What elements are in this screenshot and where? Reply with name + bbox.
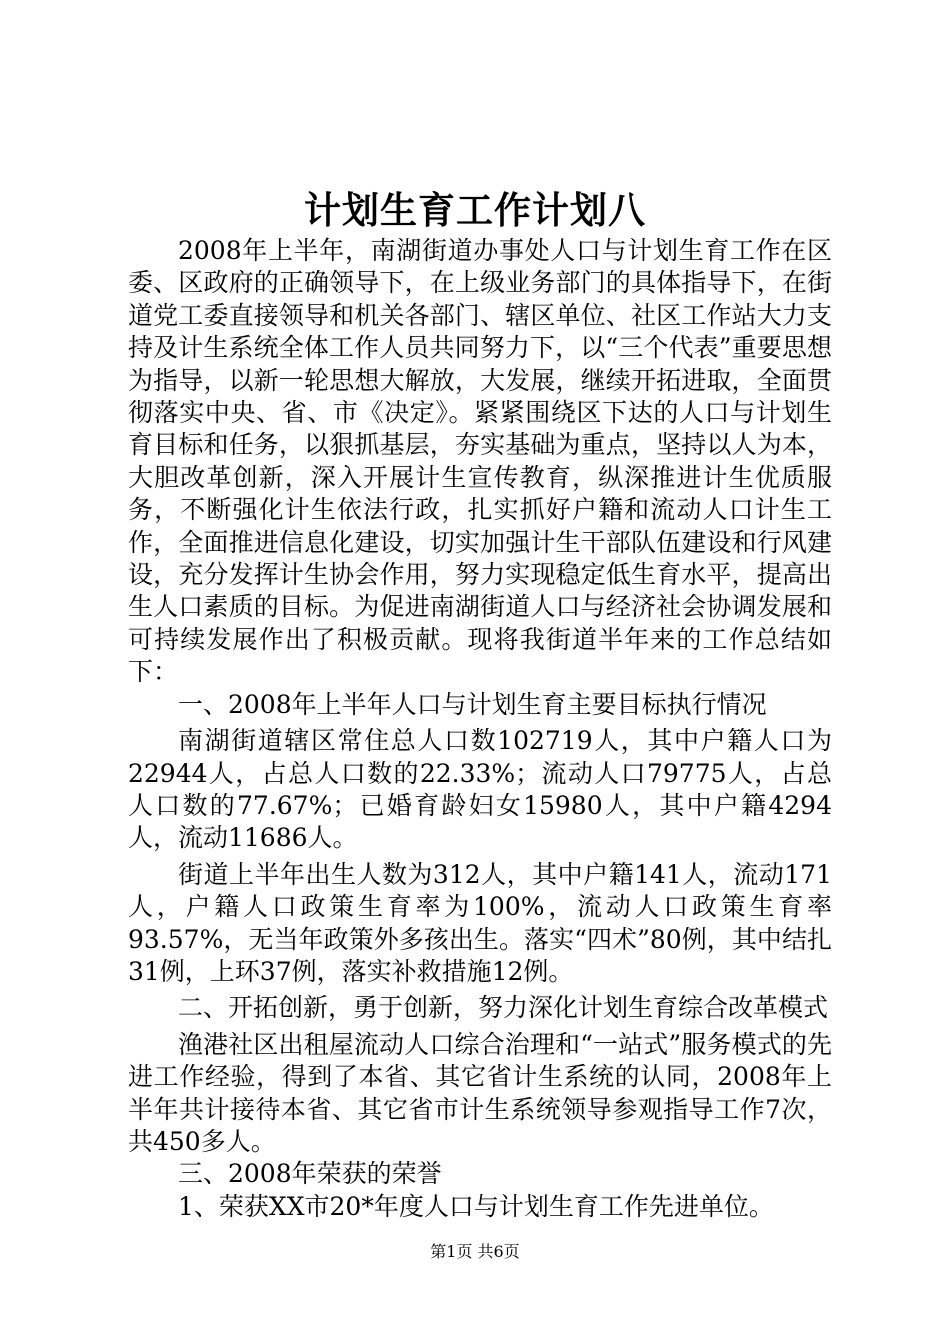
births-paragraph: 街道上半年出生人数为312人，其中户籍141人，流动171人，户籍人口政策生育率为100%，流动人口政策生育率93.57%，无当年政策外多孩出生。落实“四术”80例，其中结扎31例，上环37例，落实补救措施12例。 [128,859,832,986]
honor-item-1: 1、荣获XX市20*年度人口与计划生育工作先进单位。 [178,1191,774,1221]
population-paragraph: 南湖街道辖区常住总人口数102719人，其中户籍人口为22944人，占总人口数的22.33%；流动人口79775人，占总人口数的77.67%；已婚育龄妇女15980人，其中户籍4294人，流动11686人。 [128,726,832,853]
document-body [128,235,832,1223]
section-heading-3: 三、2008年荣获的荣誉 [178,1159,442,1189]
page-number: 第1页 共6页 [430,1242,520,1261]
innovation-paragraph: 渔港社区出租屋流动人口综合治理和“一站式”服务模式的先进工作经验，得到了本省、其它省计生系统的认同，2008年上半年共计接待本省、其它省市计生系统领导参观指导工作7次，共450多人。 [128,1029,832,1156]
intro-paragraph: 2008年上半年，南湖街道办事处人口与计划生育工作在区委、区政府的正确领导下，在上级业务部门的具体指导下，在街道党工委直接领导和机关各部门、辖区单位、社区工作站大力支持及计生系统全体工作人员共同努力下，以“三个代表”重要思想为指导，以新一轮思想大解放，大发展，继续开拓进取，全面贯彻落实中央、省、市《决定》。紧紧围绕区下达的人口与计划生育目标和任务，以狠抓基层，夯实基础为重点，坚持以人为本，大胆改革创新，深入开展计生宣传教育，纵深推进计生优质服务，不断强化计生依法行政，扎实抓好户籍和流动人口计生工作，全面推进信息化建设，切实加强计生干部队伍建设和行风建设，充分发挥计生协会作用，努力实现稳定低生育水平，提高出生人口素质的目标。为促进南湖街道人口与经济社会协调发展和可持续发展作出了积极贡献。现将我街道半年来的工作总结如下： [128,236,832,687]
section-heading-1: 一、2008年上半年人口与计划生育主要目标执行情况 [178,689,767,719]
document-title: 计划生育工作计划八 [304,188,646,232]
section-heading-2: 二、开拓创新，勇于创新，努力深化计划生育综合改革模式 [178,993,829,1023]
